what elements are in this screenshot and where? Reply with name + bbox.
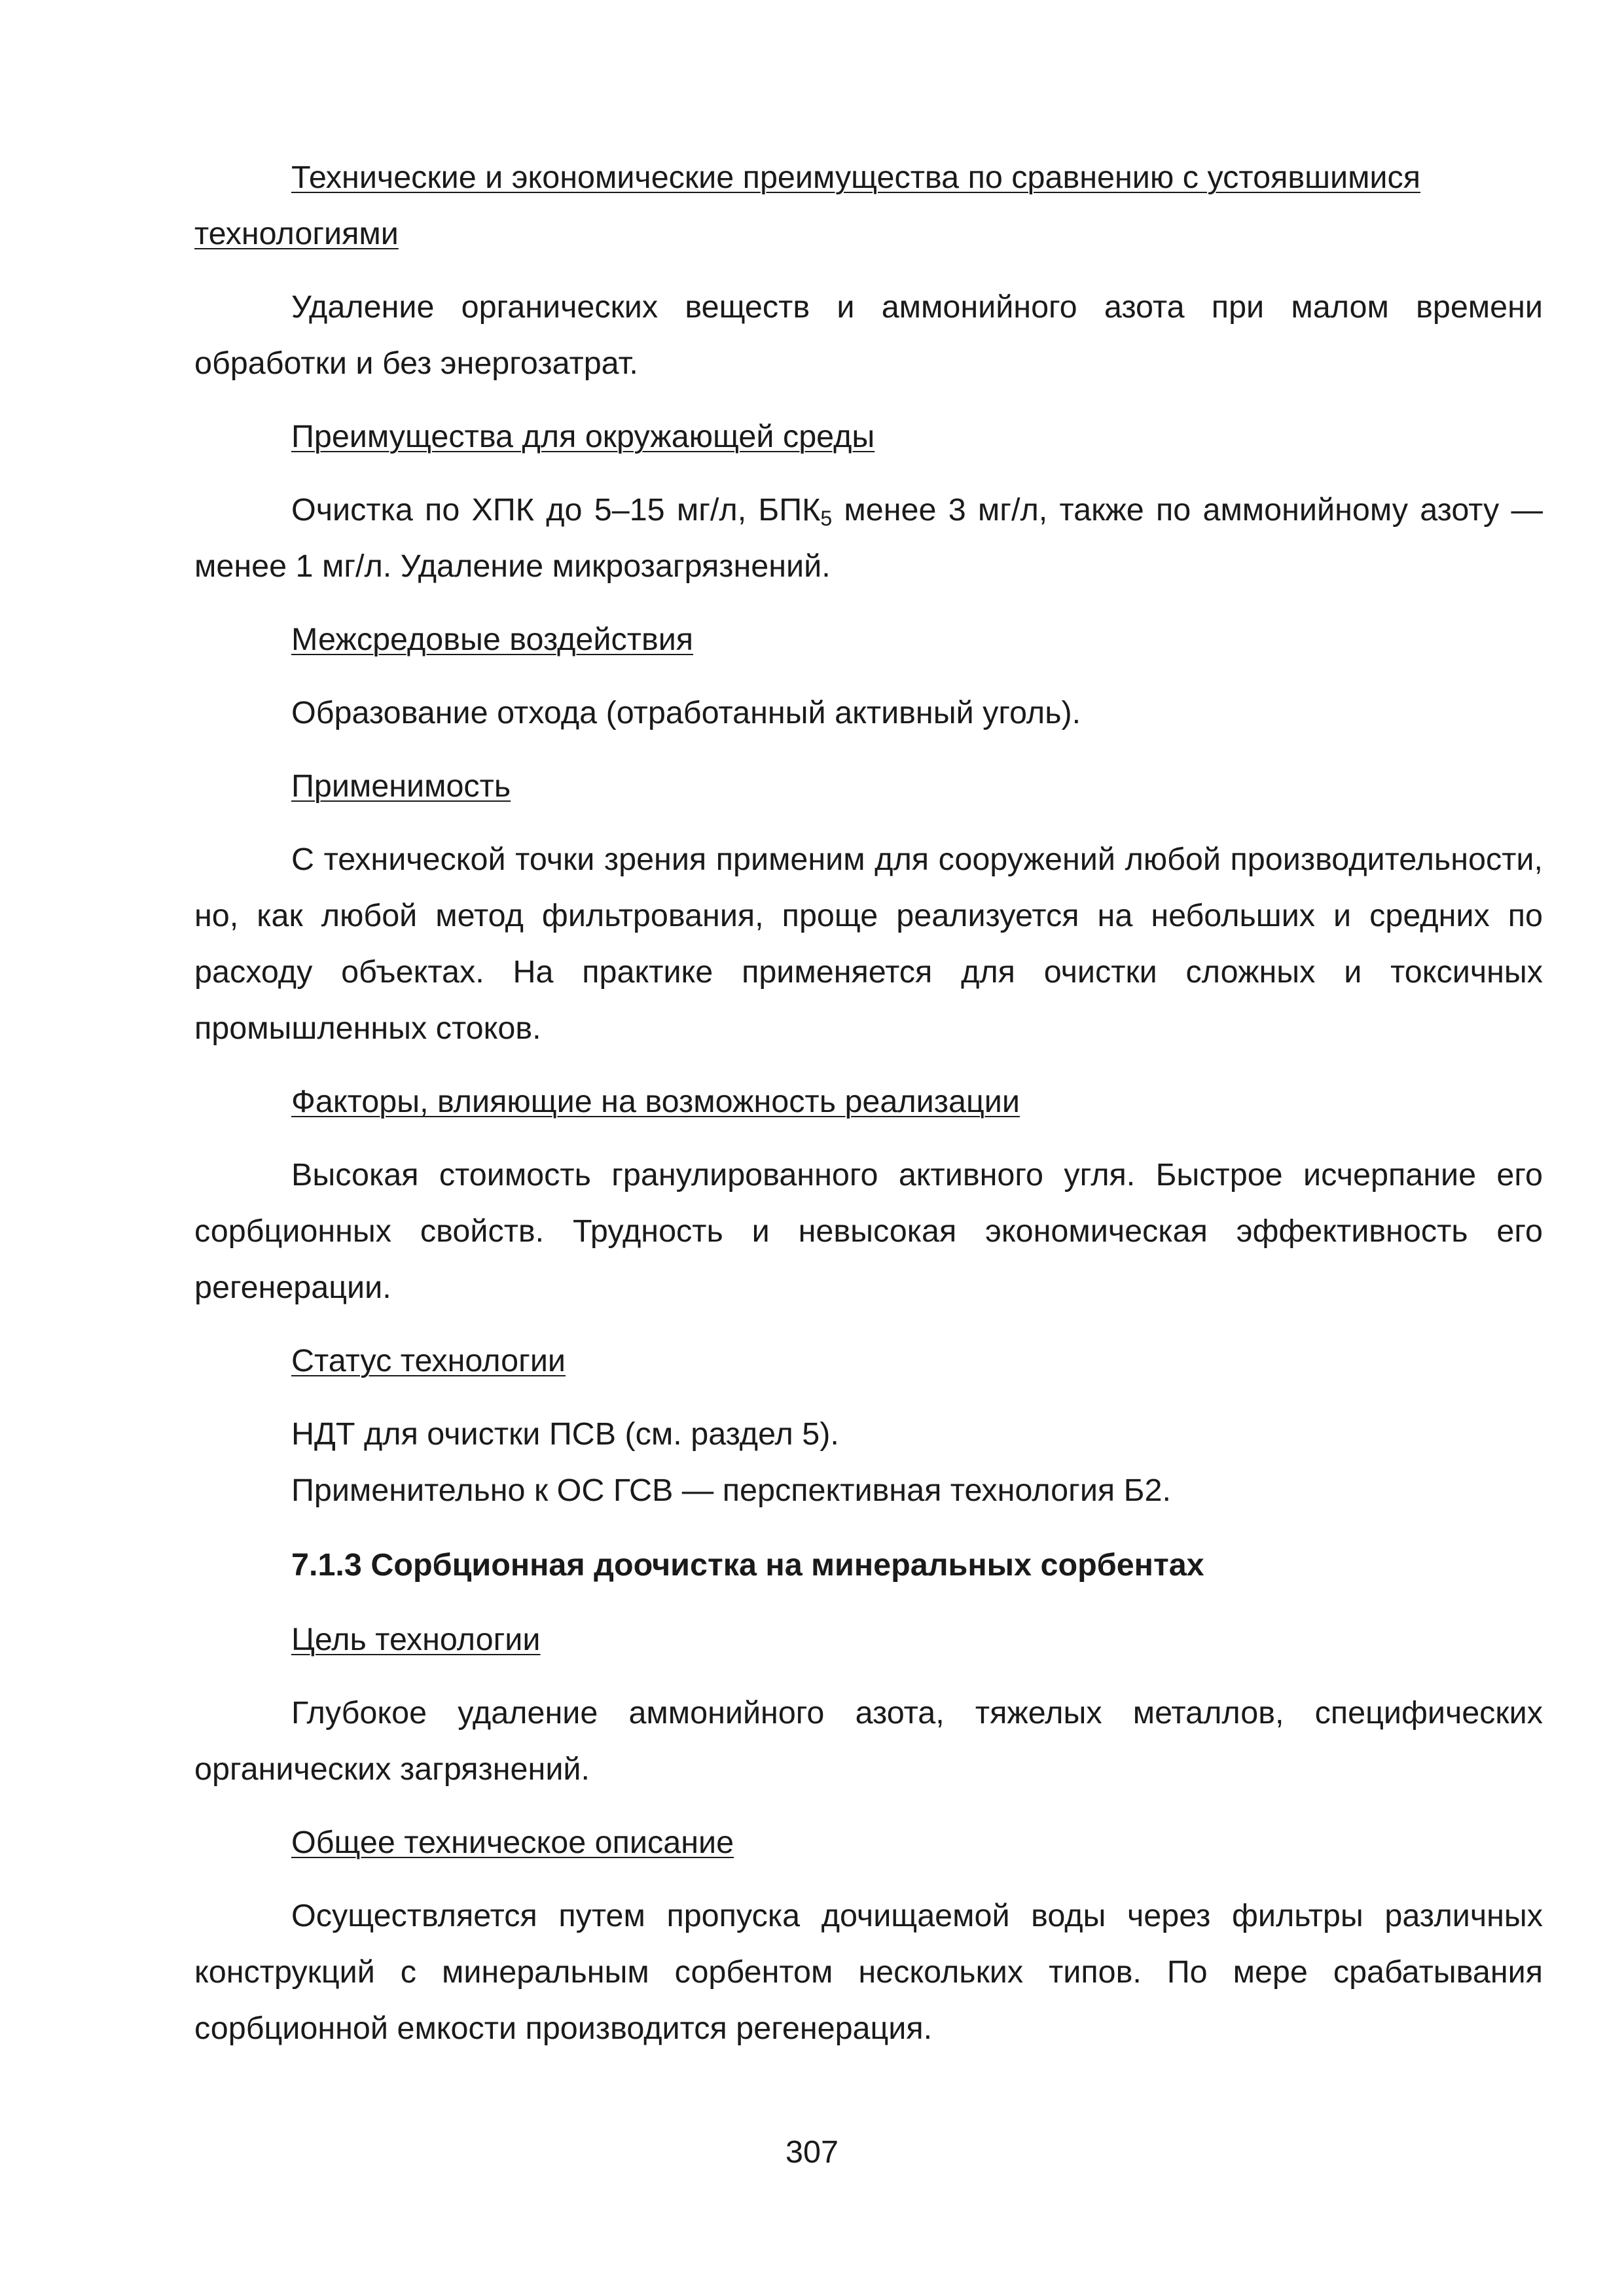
advantages-text: Удаление органических веществ и аммонийного азота при малом времени обработки и без энергозатрат. xyxy=(194,289,1543,381)
goal-text: Глубокое удаление аммонийного азота, тяжелых металлов, специфических органических загрязнений. xyxy=(194,1695,1543,1787)
factors-text: Высокая стоимость гранулированного активного угля. Быстрое исчерпание его сорбционных свойств. Трудность и невысокая экономическая эффективность его регенерации. xyxy=(194,1157,1543,1305)
description-heading: Общее техническое описание xyxy=(291,1825,734,1860)
applicability-heading: Применимость xyxy=(291,768,511,804)
goal-heading: Цель технологии xyxy=(291,1622,541,1657)
factors-heading: Факторы, влияющие на возможность реализации xyxy=(291,1084,1020,1119)
status-heading: Статус технологии xyxy=(291,1343,566,1378)
applicability-text: С технической точки зрения применим для сооружений любой производительности, но, как любой метод фильтрования, проще реализуется на небольших и средних по расходу объектах. На практике применяется для очистки сложных и токсичных промышленных стоков. xyxy=(194,842,1543,1046)
env-text: Очистка по ХПК до 5–15 мг/л, $БПК_5$ менее 3 мг/л, также по аммонийному азоту — менее 1 мг/л. Удаление микрозагрязнений. xyxy=(194,492,1543,584)
cross-media-text: Образование отхода (отработанный активный уголь). xyxy=(291,695,1081,730)
description-text: Осуществляется путем пропуска дочищаемой воды через фильтры различных конструкций с минеральным сорбентом нескольких типов. По мере срабатывания сорбционной емкости производится регенерация. xyxy=(194,1898,1543,2046)
status-line-1: НДТ для очистки ПСВ (см. раздел 5). xyxy=(291,1416,839,1452)
page-number: 307 xyxy=(785,2134,839,2170)
cross-media-heading: Межсредовые воздействия xyxy=(291,622,694,657)
document-page xyxy=(194,149,1543,2056)
advantages-heading: Технические и экономические преимущества по сравнению с устоявшимися технологиями xyxy=(194,160,1421,251)
env-heading: Преимущества для окружающей среды xyxy=(291,419,875,454)
status-line-2: Применительно к ОС ГСВ — перспективная технология Б2. xyxy=(291,1473,1171,1508)
section-title: 7.1.3 Сорбционная доочистка на минеральных сорбентах xyxy=(291,1547,1204,1583)
